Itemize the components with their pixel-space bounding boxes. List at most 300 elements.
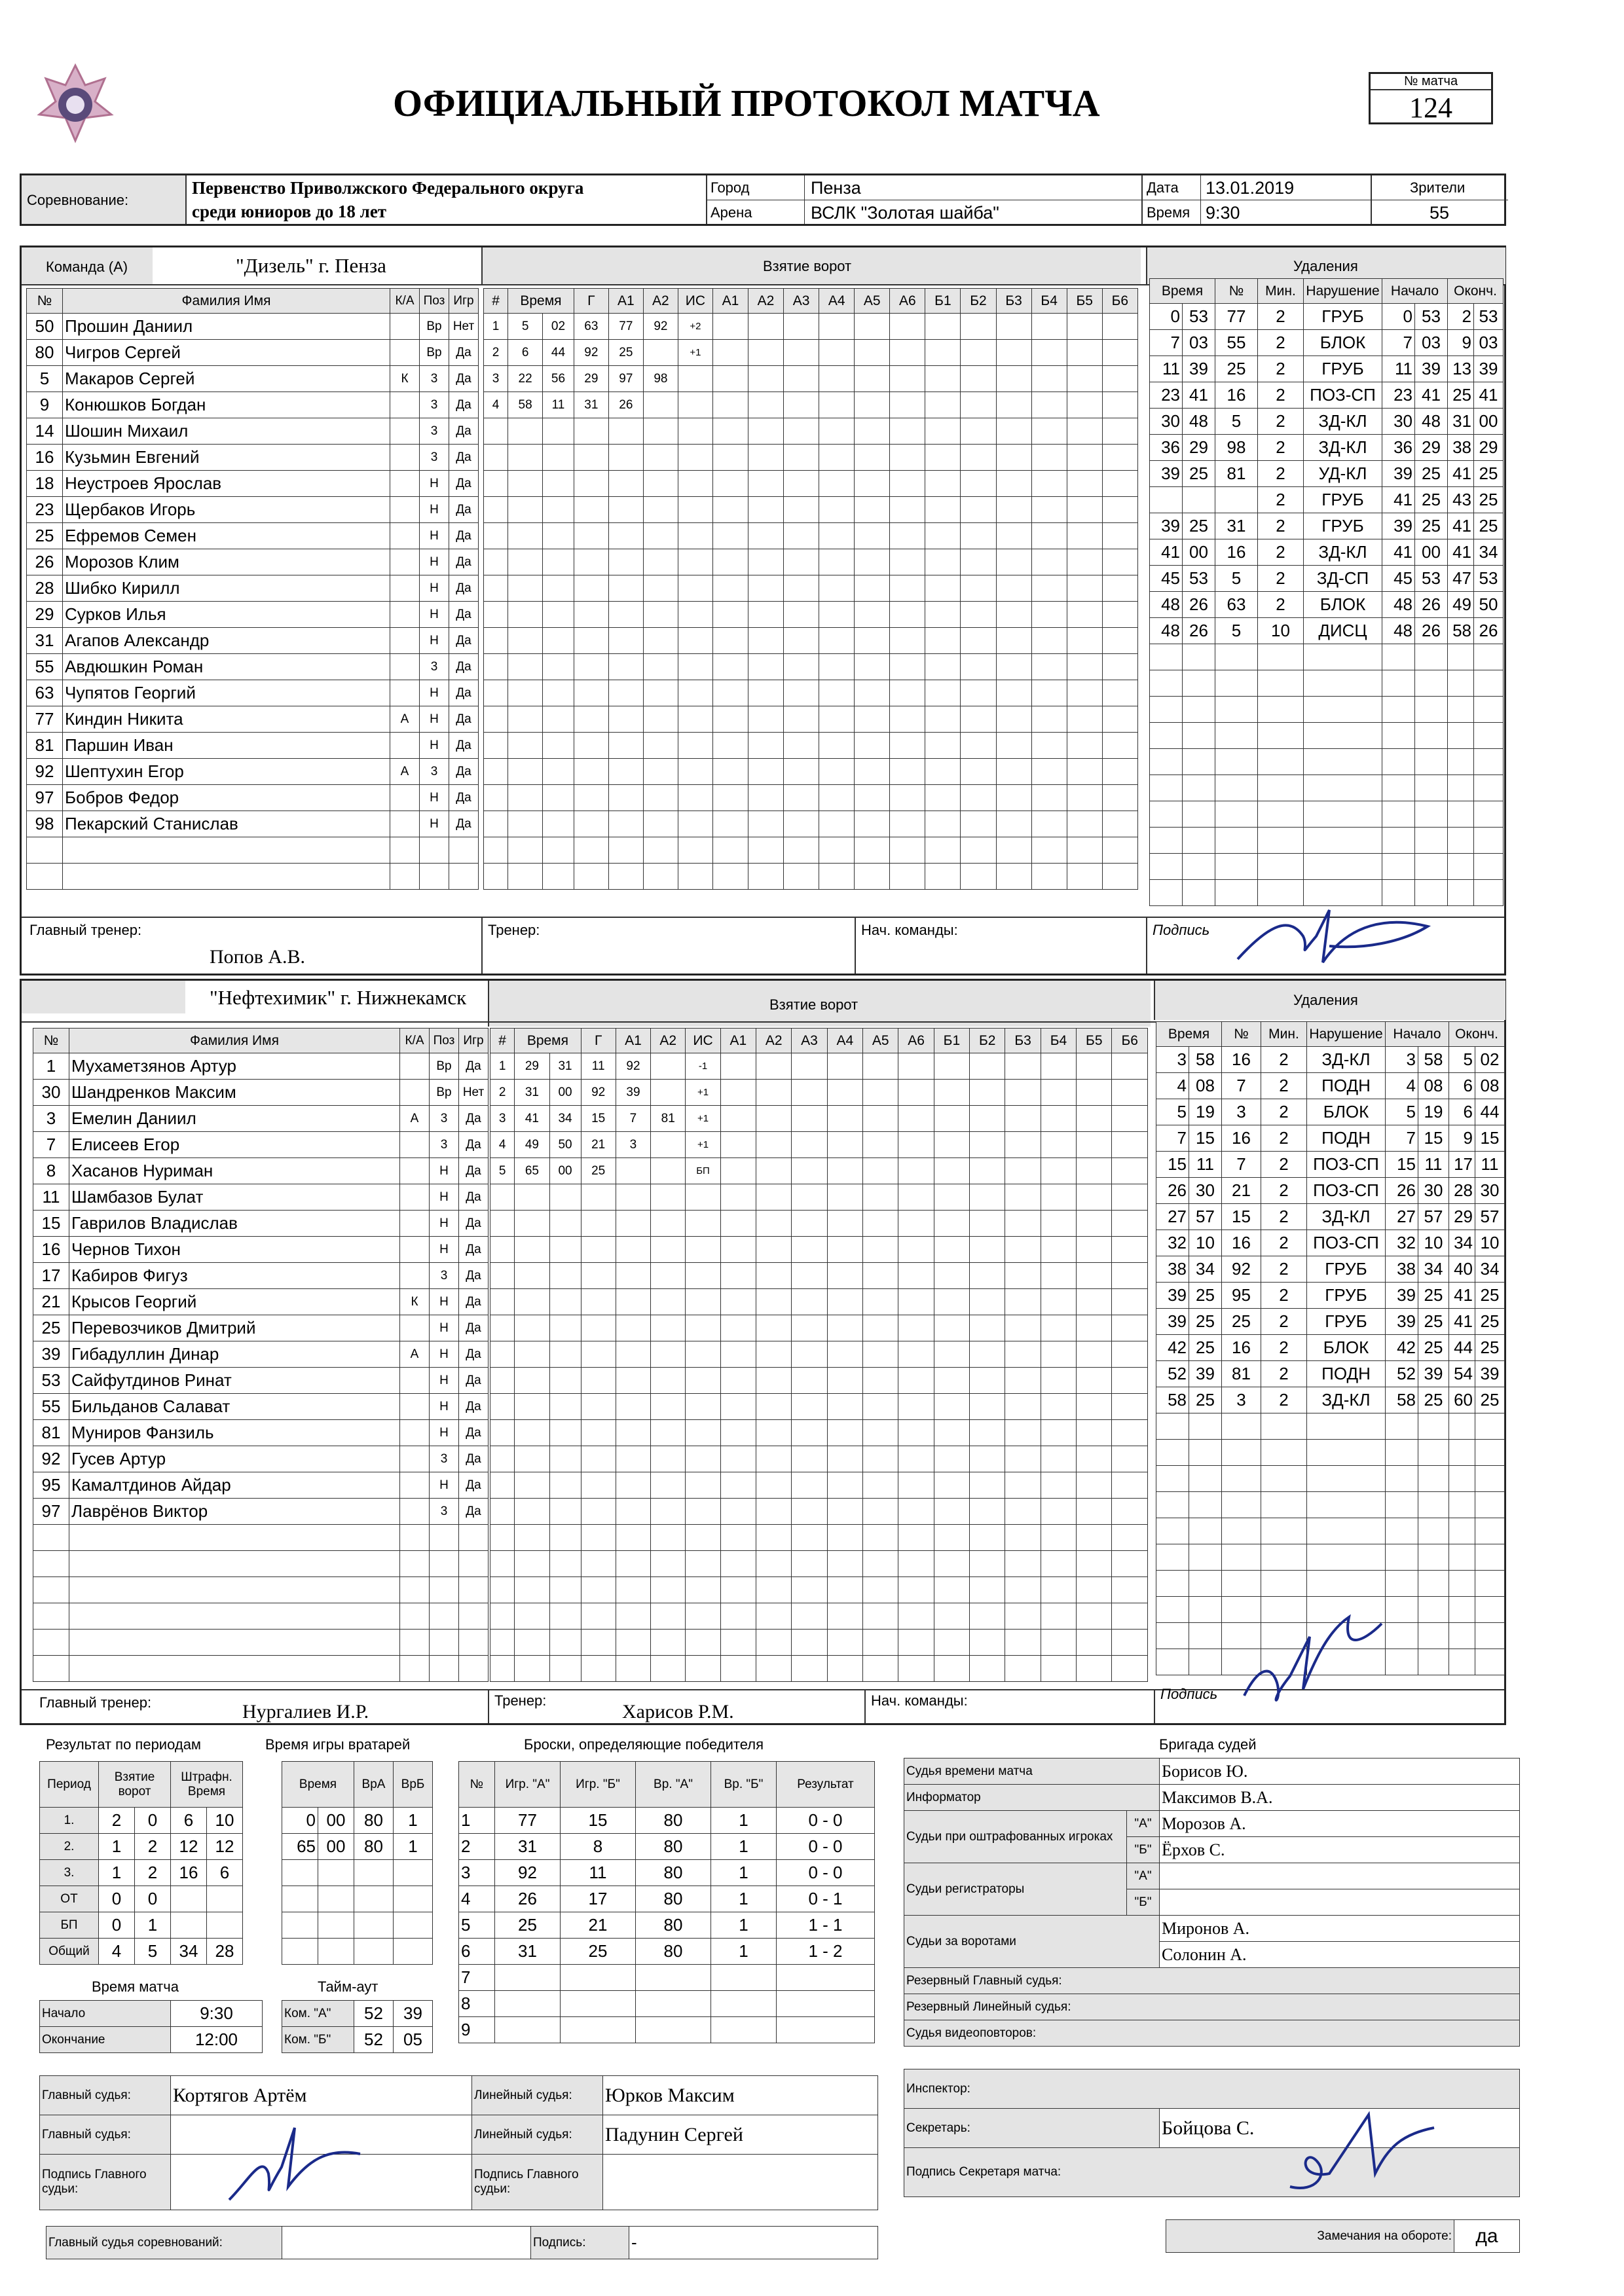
date-label: Дата [1147,179,1179,196]
team-a-signature [1231,897,1441,975]
pen-start-sec [1418,1571,1449,1597]
goal-sec: 44 [543,340,574,366]
pen-time-min: 52 [1156,1361,1189,1387]
pen-time-sec [1189,1466,1222,1492]
pen-end-sec [1474,670,1504,697]
pen-end-sec [1475,1440,1505,1466]
player-number [33,1551,69,1577]
shooter-b: 21 [561,1912,636,1939]
player-number [33,1577,69,1603]
pen-time-min [1150,801,1183,828]
player-played: Да [459,1211,489,1237]
player-ka [390,445,420,471]
player-ka [390,392,420,418]
goals-b: 2 [135,1834,171,1860]
player-number [27,864,63,890]
table-row [459,1886,875,1912]
pen-time-sec: 25 [1189,1309,1222,1335]
table-row [27,654,479,680]
pen-minutes: 2 [1261,1204,1307,1230]
pen-player: 21 [1222,1178,1261,1204]
pen-minutes: 2 [1258,566,1304,592]
player-pos: Н [420,497,449,523]
table-row [490,1525,1148,1551]
player-ka [400,1263,430,1289]
player-pos: Н [430,1289,459,1315]
table-row [27,471,479,497]
pen-time-min: 5 [1156,1099,1189,1125]
pen-time-min: 23 [1150,382,1183,409]
shooter-a: 31 [495,1939,561,1965]
player-played: Да [459,1341,489,1368]
player-pos: Н [420,549,449,575]
goal-sec: 34 [549,1106,581,1132]
pen-start-min: 48 [1382,592,1415,618]
pen-end-min: 29 [1449,1204,1475,1230]
table-row [1150,566,1504,592]
player-name [63,864,390,890]
pen-time-sec [1189,1571,1222,1597]
spectators-label: Зрители [1410,179,1466,196]
player-name: Елисеев Егор [69,1132,400,1158]
pen-start-min: 3 [1386,1047,1418,1073]
player-pos: Н [430,1368,459,1394]
table-row [27,785,479,811]
goal-min: 41 [515,1106,549,1132]
player-played: Да [459,1394,489,1420]
player-played: Да [449,471,479,497]
player-pos: Н [430,1315,459,1341]
pen-time-sec: 11 [1189,1152,1222,1178]
inspector-table: Инспектор: Секретарь: Бойцова С. Подпись Секретаря матча: [904,2069,1520,2197]
pen-time-min [1150,880,1183,906]
shot-result: 0 - 0 [777,1860,875,1886]
goalie-a [354,1912,394,1939]
table-row [1150,670,1504,697]
table-row [282,1939,433,1965]
goal-judge-1: Миронов А. [1160,1916,1520,1942]
pen-end-sec: 25 [1475,1335,1505,1361]
pen-player: 31 [1215,513,1258,539]
line-referee-2: Падунин Сергей [603,2115,878,2155]
pen-start-min [1382,644,1415,670]
pen-time-min: 15 [1156,1152,1189,1178]
pen-start-min: 48 [1382,618,1415,644]
pen-time-min [1156,1623,1189,1649]
table-row [1156,1256,1505,1283]
player-name: Чернов Тихон [69,1237,400,1263]
pen-time-min: 11 [1150,356,1183,382]
pen-minutes: 2 [1261,1387,1307,1413]
goalie-b: 1 [711,1808,777,1834]
player-pos: Вр [420,314,449,340]
player-pos: 3 [420,392,449,418]
player-played: Да [459,1263,489,1289]
player-pos: Н [420,523,449,549]
pen-start-sec [1418,1649,1449,1675]
table-row [490,1472,1148,1499]
goalie-min [282,1886,318,1912]
goalies-table: Время ВрА ВрБ 0 00 80 1 65 00 80 1 [282,1761,433,1965]
table-row [33,1420,489,1446]
player-name: Шандренков Максим [69,1080,400,1106]
table-row [490,1211,1148,1237]
pen-player: 25 [1222,1309,1261,1335]
player-pos: 3 [430,1263,459,1289]
line-referee-1: Юрков Максим [603,2076,878,2115]
player-pos: Н [430,1158,459,1184]
table-row [490,1603,1148,1630]
pen-end-min: 41 [1448,539,1474,566]
player-name [69,1551,400,1577]
player-number [33,1630,69,1656]
pen-end-min: 58 [1448,618,1474,644]
pen-end-sec: 57 [1475,1204,1505,1230]
table-row [33,1184,489,1211]
pen-start-min [1386,1544,1418,1571]
pen-end-sec: 34 [1475,1256,1505,1283]
pim-b: 28 [207,1939,243,1965]
pen-start-min: 0 [1382,304,1415,330]
pen-time-min [1150,828,1183,854]
player-ka [390,314,420,340]
pen-end-sec: 53 [1474,566,1504,592]
table-row [459,1834,875,1860]
player-ka [390,628,420,654]
table-row [1150,304,1504,330]
pen-time-min [1150,775,1183,801]
player-ka [390,837,420,864]
goal-scorer: 25 [581,1158,616,1184]
pen-player: 3 [1222,1387,1261,1413]
goal-number: 3 [484,366,508,392]
team-b-goals: # Время Г А1 А2 ИС А1 А2 А3 А4 А5 А6 Б1 Б2 Б3 Б4 Б5 Б6 1 29 31 11 92 -1 2 31 00 92 39 +1 3 41 34 15 7 81 +1 4 49 50 21 3 +1 5 65 00 25 БП [490,1028,1148,1682]
pen-end-min: 44 [1449,1335,1475,1361]
player-played [459,1577,489,1603]
shot-number: 6 [459,1939,495,1965]
pen-minutes: 2 [1261,1309,1307,1335]
federation-logo [26,52,124,151]
table-row [459,1912,875,1939]
table-row [490,1315,1148,1341]
pen-end-sec: 25 [1475,1283,1505,1309]
player-played: Да [459,1315,489,1341]
player-name: Ефремов Семен [63,523,390,549]
pen-infraction: ПОДН [1307,1125,1386,1152]
pen-time-min [1150,697,1183,723]
secretary: Бойцова С. [1160,2109,1520,2148]
goal-scorer: 92 [581,1080,616,1106]
player-number: 25 [33,1315,69,1341]
player-played [449,837,479,864]
pen-start-sec: 25 [1418,1387,1449,1413]
pen-time-sec: 25 [1183,461,1215,487]
shot-number: 9 [459,2017,495,2043]
table-row [1150,435,1504,461]
pen-player [1222,1571,1261,1597]
pen-end-min [1449,1597,1475,1623]
player-number: 16 [33,1237,69,1263]
player-ka [400,1394,430,1420]
player-name: Бобров Федор [63,785,390,811]
player-number: 98 [27,811,63,837]
pen-end-min: 54 [1449,1361,1475,1387]
goal-assist2: 98 [643,366,678,392]
player-name [69,1630,400,1656]
pen-end-min: 9 [1448,330,1474,356]
goal-assist1: 92 [616,1053,650,1080]
goalie-sec [318,1886,354,1912]
table-row [33,1289,489,1315]
pen-time-sec: 08 [1189,1073,1222,1099]
pen-time-min [1156,1544,1189,1571]
goalie-b [711,1991,777,2017]
pen-end-sec: 25 [1474,513,1504,539]
table-row [27,366,479,392]
pen-time-min: 39 [1156,1283,1189,1309]
pen-time-sec [1189,1518,1222,1544]
team-a-label: Команда (А) [46,259,128,275]
timeout-a-min: 52 [354,2001,394,2027]
match-time-table [39,2000,263,2053]
pen-end-min: 43 [1448,487,1474,513]
match-start-label: Начало [40,2001,171,2027]
goal-sec: 00 [549,1080,581,1106]
table-row [27,340,479,366]
pen-end-min [1448,854,1474,880]
pen-time-min: 0 [1150,304,1183,330]
pen-infraction: ЗД-КЛ [1304,409,1382,435]
pen-start-sec: 53 [1415,304,1448,330]
player-ka [400,1446,430,1472]
goal-situation: БП [686,1158,720,1184]
pen-minutes [1258,854,1304,880]
goal-assist1: 3 [616,1132,650,1158]
player-name: Шамбазов Булат [69,1184,400,1211]
pen-start-sec: 25 [1418,1309,1449,1335]
player-played: Да [449,602,479,628]
player-ka: А [400,1341,430,1368]
pen-infraction: ПОЗ-СП [1307,1178,1386,1204]
pen-minutes: 2 [1258,382,1304,409]
pen-end-sec: 41 [1474,382,1504,409]
pen-end-sec [1475,1597,1505,1623]
player-ka [400,1656,430,1682]
player-number: 80 [27,340,63,366]
player-name: Хасанов Нуриман [69,1158,400,1184]
goal-sec: 11 [543,392,574,418]
table-row [459,1860,875,1886]
player-pos [430,1551,459,1577]
pen-start-min [1386,1571,1418,1597]
pen-time-min: 32 [1156,1230,1189,1256]
pen-end-min: 34 [1449,1230,1475,1256]
table-row [1156,1099,1505,1125]
team-a-head-coach-label: Главный тренер: [29,922,142,938]
pen-player: 5 [1215,566,1258,592]
pen-start-min: 39 [1382,513,1415,539]
pen-start-min: 27 [1386,1204,1418,1230]
table-row [1150,749,1504,775]
player-number: 97 [27,785,63,811]
pen-time-sec: 19 [1189,1099,1222,1125]
timeout-table [282,2000,433,2053]
goal-situation: +1 [686,1132,720,1158]
pen-time-sec: 57 [1189,1204,1222,1230]
player-pos [430,1603,459,1630]
player-number [33,1656,69,1682]
pen-time-min: 7 [1156,1125,1189,1152]
pen-infraction: ГРУБ [1304,304,1382,330]
goals-a: 1 [99,1834,135,1860]
pen-end-min: 17 [1449,1152,1475,1178]
table-row [282,1834,433,1860]
player-name: Паршин Иван [63,733,390,759]
pen-time-sec: 00 [1183,539,1215,566]
pen-player: 5 [1215,618,1258,644]
table-row [484,628,1138,654]
referees-title: Бригада судей [1159,1736,1257,1753]
pen-infraction: ЗД-КЛ [1304,539,1382,566]
player-number: 92 [27,759,63,785]
pen-end-sec [1475,1544,1505,1571]
shot-number: 7 [459,1965,495,1991]
player-pos: 3 [420,759,449,785]
goal-scorer: 21 [581,1132,616,1158]
pen-start-min: 42 [1386,1335,1418,1361]
pen-start-sec: 39 [1418,1361,1449,1387]
pen-end-sec: 10 [1475,1230,1505,1256]
pen-player [1215,801,1258,828]
pen-time-sec: 10 [1189,1230,1222,1256]
main-referee-signature [216,2115,373,2219]
table-row [490,1656,1148,1682]
pen-end-sec [1475,1623,1505,1649]
shot-result [777,1965,875,1991]
pen-minutes: 2 [1258,513,1304,539]
goalie-b [711,1965,777,1991]
goalie-b [394,1860,433,1886]
pen-end-min [1449,1623,1475,1649]
table-row [33,1315,489,1341]
pen-start-min: 36 [1382,435,1415,461]
pen-time-min [1156,1492,1189,1518]
player-pos: Н [420,602,449,628]
player-ka [400,1132,430,1158]
pen-end-sec [1474,749,1504,775]
player-number: 55 [27,654,63,680]
player-ka [400,1603,430,1630]
table-row [27,628,479,654]
pen-player [1222,1466,1261,1492]
pen-start-min: 39 [1386,1309,1418,1335]
pen-end-sec: 53 [1474,304,1504,330]
pen-player [1215,697,1258,723]
player-played: Да [449,628,479,654]
pen-time-sec [1189,1492,1222,1518]
player-name: Шептухин Егор [63,759,390,785]
pen-end-min: 2 [1448,304,1474,330]
pen-end-min [1449,1518,1475,1544]
pen-start-sec [1415,723,1448,749]
periods-table: Период Взятие ворот Штрафн. Время 1. 2 0 6 10 2. 1 2 12 12 3. 1 2 16 6 ОТ 0 0 БП 0 1 Общий 4 5 34 28 [39,1761,243,1965]
player-ka: К [390,366,420,392]
player-played: Да [459,1499,489,1525]
match-number-label: № матча [1371,74,1491,90]
pen-start-min: 7 [1386,1125,1418,1152]
pen-time-min [1156,1571,1189,1597]
goal-assist1: 26 [608,392,643,418]
team-a-roster: № Фамилия Имя К/А Поз Игр 50 Прошин Даниил Вр Нет 80 Чигров Сергей Вр Да 5 Макаров Сергей К 3 Да 9 Конюшков Богдан 3 Да 14 Шошин Михаил 3 Да 16 Кузьмин Евгений 3 Да 18 Неустроев Ярослав Н Да 23 Щербаков Игорь Н Да 25 Ефремов Семен Н Да 26 Морозов Клим Н Да 28 Шибко Кирилл Н Да 29 Сурков Илья Н Да 31 Агапов Александр Н Да 55 Авдюшкин Роман 3 Да 63 Чупятов Георгий Н Да 77 Киндин Никита А Н Да 81 Паршин Иван Н Да 92 Шептухин Егор А 3 Да 97 Бобров Федор Н Да 98 Пекарский Станислав Н Да [26,288,479,890]
goalie-a: 80 [354,1834,394,1860]
referees-table: Судья времени матча Борисов Ю. Информатор Максимов В.А. Судьи при оштрафованных игроках "А" Морозов А. "Б" Ёрхов С. Судьи регистраторы "А" "Б" Судьи за воротами Миронов А. Солонин А. Резервный Главный судья: Резервный Линейный судья: Судья видеоповторов: [904,1758,1520,2047]
shot-result: 0 - 0 [777,1834,875,1860]
player-name: Шошин Михаил [63,418,390,445]
table-row [459,1991,875,2017]
pen-infraction: ГРУБ [1307,1283,1386,1309]
table-row [40,1912,243,1939]
pen-minutes: 2 [1258,435,1304,461]
team-a-head-coach: Попов А.В. [210,946,306,968]
pen-time-min [1156,1466,1189,1492]
player-played: Да [459,1368,489,1394]
shot-result: 0 - 0 [777,1808,875,1834]
goal-number: 5 [490,1158,515,1184]
goal-assist1: 25 [608,340,643,366]
goals-a: 4 [99,1939,135,1965]
pen-time-sec: 58 [1189,1047,1222,1073]
goalies-title: Время игры вратарей [265,1736,411,1753]
pen-start-min: 11 [1382,356,1415,382]
player-number: 7 [33,1132,69,1158]
pen-end-min: 9 [1449,1125,1475,1152]
goalie-a: 80 [354,1808,394,1834]
pen-minutes: 2 [1258,304,1304,330]
player-played: Да [459,1446,489,1472]
pen-infraction: БЛОК [1307,1335,1386,1361]
pen-infraction [1304,749,1382,775]
table-row [1150,356,1504,382]
table-row [1156,1152,1505,1178]
player-name: Муниров Фанзиль [69,1420,400,1446]
table-row [459,2017,875,2043]
goal-assist1: 77 [608,314,643,340]
pen-minutes: 2 [1258,409,1304,435]
pen-infraction: БЛОК [1304,592,1382,618]
team-b-goals-title: Взятие ворот [769,996,858,1013]
pen-time-min [1150,723,1183,749]
pen-player: 3 [1222,1099,1261,1125]
table-row [484,575,1138,602]
player-ka [400,1499,430,1525]
pim-b [207,1886,243,1912]
team-a-chief-label: Нач. команды: [861,922,958,938]
pen-time-min [1156,1518,1189,1544]
table-row [1156,1047,1505,1073]
table-row [490,1158,1148,1184]
player-pos: Вр [420,340,449,366]
period-label: ОТ [40,1886,99,1912]
pen-start-min: 4 [1386,1073,1418,1099]
pen-minutes: 2 [1261,1230,1307,1256]
pen-time-sec [1189,1440,1222,1466]
table-row [33,1603,489,1630]
table-row [1150,487,1504,513]
table-row [1150,539,1504,566]
player-ka [400,1368,430,1394]
pen-player [1215,749,1258,775]
match-number: 124 [1409,92,1452,124]
